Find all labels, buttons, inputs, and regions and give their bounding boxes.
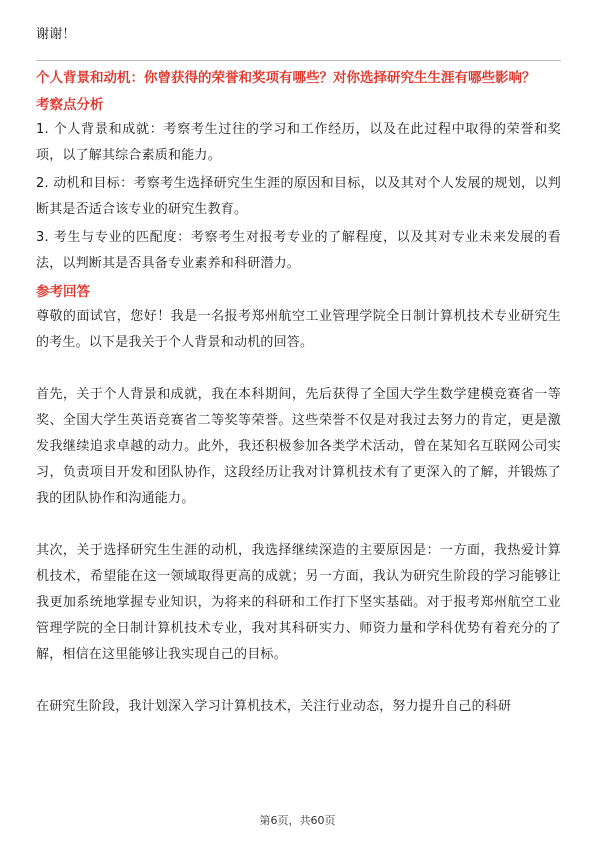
intro-line: 谢谢！ (36, 27, 76, 42)
question-heading: 个人背景和动机：你曾获得的荣誉和奖项有哪些？对你选择研究生生涯有哪些影响？ (36, 70, 536, 86)
paragraph-spacer (36, 512, 561, 538)
section-divider (36, 60, 561, 61)
analysis-item-3: 3. 考生与专业的匹配度：考察考生对报考专业的了解程度，以及其对专业未来发展的看法，以判断其是否具备专业素养和科研潜力。 (36, 230, 561, 271)
paragraph-spacer (36, 356, 561, 382)
answer-heading: 参考回答 (36, 284, 90, 300)
analysis-heading: 考察点分析 (36, 97, 104, 113)
analysis-item-1: 1. 个人背景和成就：考察考生过往的学习和工作经历，以及在此过程中取得的荣誉和奖项，以了解其综合素质和能力。 (36, 122, 561, 163)
paragraph-spacer (36, 668, 561, 694)
answer-paragraph-2: 首先，关于个人背景和成就，我在本科期间，先后获得了全国大学生数学建模竞赛省一等奖、全国大学生英语竞赛省二等奖等荣誉。这些荣誉不仅是对我过去努力的肯定，更是激发我继续追求卓越的动力。此外，我还积极参加各类学术活动，曾在某知名互联网公司实习，负责项目开发和团队协作，这段经历让我对计算机技术有了更深入的了解，并锻炼了我的团队协作和沟通能力。 (36, 387, 561, 506)
page-indicator: 第6页，共60页 (259, 814, 336, 827)
answer-paragraph-4: 在研究生阶段，我计划深入学习计算机技术，关注行业动态，努力提升自己的科研 (36, 699, 512, 714)
analysis-item-2: 2. 动机和目标：考察考生选择研究生生涯的原因和目标，以及其对个人发展的规划，以判断其是否适合该专业的研究生教育。 (36, 176, 561, 217)
answer-paragraph-1: 尊敬的面试官，您好！我是一名报考郑州航空工业管理学院全日制计算机技术专业研究生的考生。以下是我关于个人背景和动机的回答。 (36, 309, 561, 350)
document-body (36, 22, 561, 720)
answer-paragraph-3: 其次，关于选择研究生生涯的动机，我选择继续深造的主要原因是：一方面，我热爱计算机技术，希望能在这一领域取得更高的成就；另一方面，我认为研究生阶段的学习能够让我更加系统地掌握专业知识，为将来的科研和工作打下坚实基础。对于报考郑州航空工业管理学院的全日制计算机技术专业，我对其科研实力、师资力量和学科优势有着充分的了解，相信在这里能够让我实现自己的目标。 (36, 543, 561, 662)
